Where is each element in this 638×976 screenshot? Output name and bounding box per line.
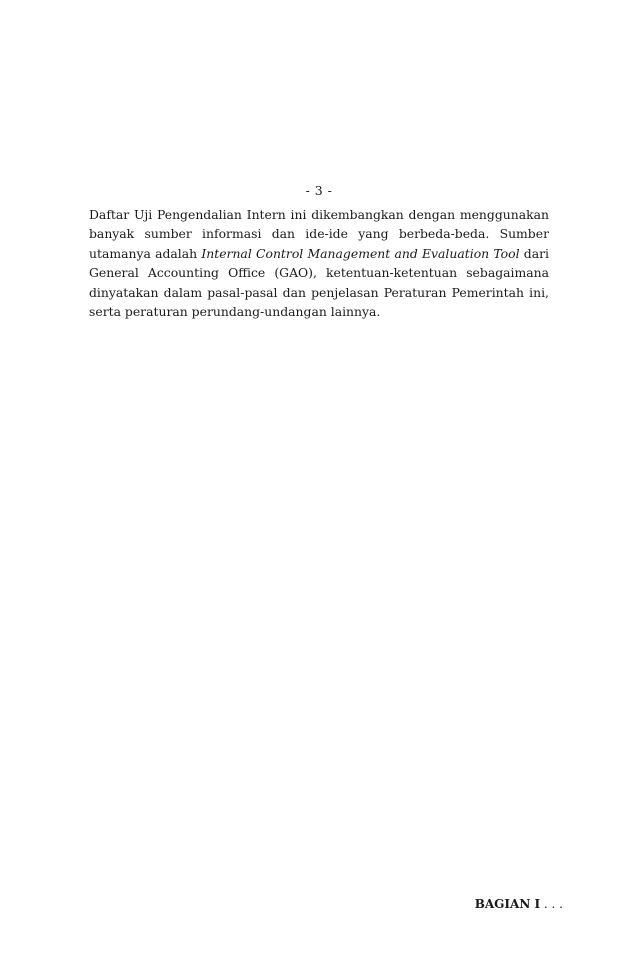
- paragraph-italic-title: Internal Control Management and Evaluation Tool: [201, 245, 520, 261]
- paragraph-text-part-2: dari General Accounting Office (GAO), ketentuan-ketentuan sebagaimana dinyatakan dalam pasal-pasal dan penjelasan Peraturan Pemerintah ini, serta peraturan perundang-undangan lainnya.: [89, 245, 549, 320]
- page-number: - 3 -: [305, 183, 333, 198]
- footer-ellipsis: . . .: [540, 897, 563, 911]
- paragraph-text-part-1: Daftar Uji Pengendalian Intern ini dikembangkan dengan menggunakan banyak sumber informasi dan ide-ide yang berbeda-beda. Sumber utamanya adalah: [89, 207, 549, 261]
- footer-continuation: [475, 897, 563, 911]
- footer-next-section: BAGIAN I: [474, 897, 541, 911]
- body-paragraph: [89, 205, 549, 321]
